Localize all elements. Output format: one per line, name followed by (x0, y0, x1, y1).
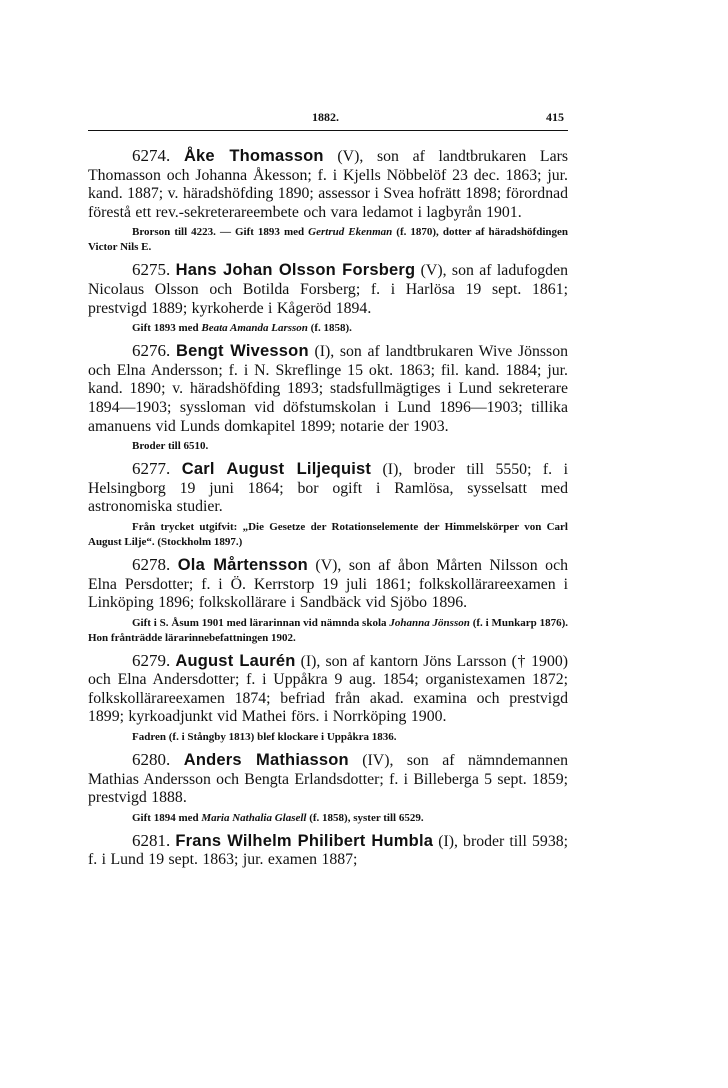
entry-number: 6278. (132, 554, 171, 574)
entry-number: 6277. (132, 459, 171, 479)
entry-number: 6281. (132, 830, 171, 850)
entry-note (88, 439, 568, 454)
note-text: Från trycket utgifvit: „Die Gesetze der Rotationselemente der Himmelskörper von Carl August Lilje“. (Stockholm 1897.) (88, 520, 568, 548)
running-header (88, 100, 568, 131)
entry-text: (I), broder till 5550; f. i Helsingborg 19 juni 1864; bor ogift i Ramlösa, sysselsatt med astronomiska studier. (88, 461, 568, 516)
note-text: Fadren (f. i Stångby 1813) blef klockare i Uppåkra 1836. (132, 731, 397, 744)
entry-person-name: Carl August Liljequist (181, 460, 372, 479)
entry-person-name: August Laurén (175, 651, 296, 670)
note-tail: (f. 1858). (307, 322, 352, 335)
note-italic-name: Johanna Jönsson (389, 616, 470, 629)
entry-text: (V), son af ladufogden Nicolaus Olsson och Botilda Forsberg; f. i Harlösa 19 sept. 1861; prestvigd 1889; kyrkoherde i Kågeröd 1894. (88, 262, 568, 317)
entry-text: (V), son af åbon Mårten Nilsson och Elna Persdotter; f. i Ö. Kerrstorp 19 juli 1861; folkskollärareexamen i Linköping 1896; folkskollärare i Sandbäck vid Sjöbo 1896. (88, 556, 568, 612)
note-tail: (f. i Munkarp 1876). Hon frånträdde lärarinnebefattningen 1902. (88, 616, 568, 644)
entry-note (88, 616, 568, 646)
biography-entry (88, 556, 568, 613)
book-page (88, 100, 568, 870)
entry-text: (I), broder till 5938; f. i Lund 19 sept. 1863; jur. examen 1887; (88, 832, 569, 869)
note-tail: (f. 1858), syster till 6529. (306, 811, 424, 824)
note-italic-name: Beata Amanda Larsson (201, 322, 308, 335)
biography-entry (88, 652, 568, 727)
header-year: 1882. (312, 110, 339, 124)
note-text: Brorson till 4223. — Gift 1893 med (132, 226, 309, 239)
entry-note (88, 321, 568, 336)
entry-number: 6279. (132, 650, 171, 670)
entry-number: 6274. (132, 146, 171, 165)
entry-person-name: Hans Johan Olsson Forsberg (175, 261, 416, 280)
entry-person-name: Ola Mårtensson (177, 555, 308, 574)
entry-text: (I), son af kantorn Jöns Larsson († 1900) och Elna Andersdotter; f. i Uppåkra 9 aug. 1854; organistexamen 1872; folkskollärareexamen 1874; befriad från akad. examina och prestvigd 1899; kyrkoadjunkt vid Mathei förs. i Norrköping 1900. (88, 652, 568, 726)
note-text: Gift 1893 med (132, 322, 202, 335)
entry-person-name: Bengt Wivesson (175, 342, 309, 361)
note-italic-name: Gertrud Ekenman (308, 226, 393, 239)
entry-text: (I), son af landtbrukaren Wive Jönsson och Elna Andersson; f. i N. Skreflinge 15 okt. 1863; fil. kand. 1884; jur. kand. 1890; v. häradshöfding 1893; stadsfullmägtiges i Lund sekreterare 1894—1903; syssloman vid döfstumskolan i Lund 1896—1903; tillika amanuens vid Lunds domkapitel 1899; notarie der 1903. (88, 343, 568, 435)
entry-person-name: Åke Thomasson (183, 147, 324, 165)
note-tail: (f. 1870), dotter af häradshöfdingen Victor Nils E. (88, 226, 569, 254)
entry-person-name: Frans Wilhelm Philibert Humbla (175, 831, 434, 850)
note-text: Gift i S. Åsum 1901 med lärarinnan vid nämnda skola (132, 616, 390, 629)
note-text: Gift 1894 med (132, 811, 202, 824)
biography-entry (88, 751, 568, 808)
entry-text: (IV), son af nämndemannen Mathias Andersson och Bengta Erlandsdotter; f. i Billeberga 5 sept. 1859; prestvigd 1888. (88, 752, 568, 807)
entry-person-name: Anders Mathiasson (183, 751, 349, 770)
entry-note (88, 811, 568, 826)
entry-note (88, 225, 568, 255)
biography-entry (88, 261, 568, 318)
entry-number: 6280. (132, 750, 171, 770)
entry-number: 6276. (132, 341, 171, 361)
biography-entry (88, 460, 568, 517)
entry-note (88, 520, 568, 550)
biography-entry (88, 832, 568, 870)
entry-number: 6275. (132, 260, 171, 280)
biography-entry (88, 342, 568, 436)
entry-list (88, 147, 568, 870)
entry-text: (V), son af landtbrukaren Lars Thomasson och Johanna Åkesson; f. i Kjells Nöbbelöf 23 dec. 1863; jur. kand. 1887; v. häradshöfding 1890; assessor i Svea hofrätt 1898; förordnad förestå ett rev.-sekreterareembete och vara ledamot i lagbyrån 1901. (88, 148, 568, 221)
note-text: Broder till 6510. (132, 440, 209, 453)
biography-entry (88, 147, 568, 222)
page-number: 415 (546, 110, 564, 124)
note-italic-name: Maria Nathalia Glasell (201, 811, 307, 824)
entry-note (88, 730, 568, 745)
